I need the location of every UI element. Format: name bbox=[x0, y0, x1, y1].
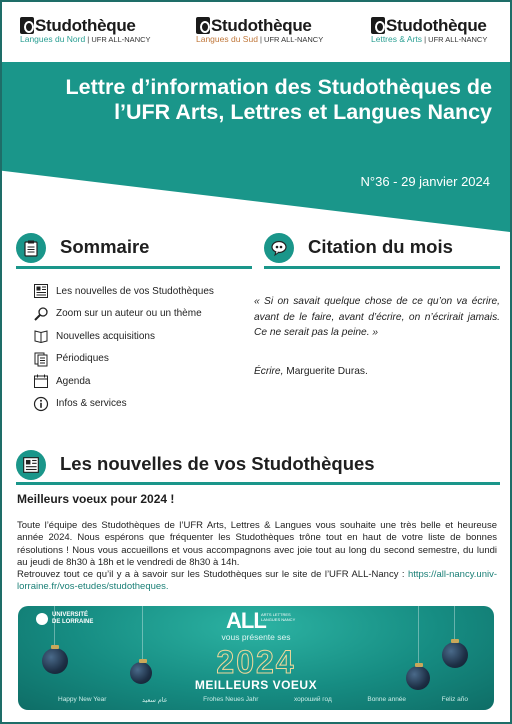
news-header bbox=[16, 450, 500, 484]
toc-item-infos[interactable] bbox=[32, 393, 247, 416]
quote-author: Marguerite Duras. bbox=[283, 366, 368, 377]
quote-book: Écrire, bbox=[254, 366, 284, 377]
news-divider bbox=[16, 482, 500, 485]
greeting-language: Happy New Year bbox=[58, 696, 107, 703]
card-presents: vous présente ses bbox=[221, 632, 291, 642]
all-logo: ALL bbox=[226, 608, 266, 633]
news-paragraph-link bbox=[17, 569, 497, 594]
info-icon bbox=[32, 396, 50, 412]
greeting-card-image bbox=[18, 606, 494, 710]
logo-name: Studothèque bbox=[386, 16, 487, 35]
logo-ufr: UFR ALL-NANCY bbox=[264, 35, 324, 44]
logo-langues-du-nord[interactable]: Studothèque Langues du Nord | UFR ALL-NANCY bbox=[20, 16, 151, 44]
toc-item-label: Nouvelles acquisitions bbox=[56, 330, 155, 342]
newspaper-icon bbox=[16, 450, 46, 480]
toc-item-acquisitions[interactable] bbox=[32, 325, 247, 348]
toc-item-periodiques[interactable] bbox=[32, 348, 247, 371]
quote-source bbox=[254, 366, 368, 377]
citation-header bbox=[264, 233, 500, 267]
toc-item-agenda[interactable] bbox=[32, 370, 247, 393]
greeting-language: عام سعيد bbox=[141, 697, 168, 704]
card-wishes: MEILLEURS VOEUX bbox=[194, 678, 318, 692]
newsletter-title: Lettre d’information des Studothèques de l’UFR Arts, Lettres et Langues Nancy bbox=[65, 75, 492, 124]
logo-lang: Langues du Nord bbox=[20, 34, 86, 44]
ornament-icon bbox=[130, 662, 152, 684]
sommaire-list bbox=[32, 280, 247, 415]
stacked-magazines-icon bbox=[32, 351, 50, 367]
logo-name: Studothèque bbox=[211, 16, 312, 35]
citation-divider bbox=[264, 266, 500, 269]
clipboard-icon bbox=[16, 233, 46, 263]
university-name: UNIVERSITÉ DE LORRAINE bbox=[52, 612, 94, 625]
newspaper-icon bbox=[32, 283, 50, 299]
logo-ufr: UFR ALL-NANCY bbox=[428, 35, 488, 44]
studotheque-logo-icon bbox=[20, 17, 34, 34]
studotheque-logo-icon bbox=[371, 17, 385, 34]
logo-langues-du-sud[interactable]: Studothèque Langues du Sud | UFR ALL-NANCY bbox=[196, 16, 324, 44]
university-logo-icon bbox=[36, 613, 48, 625]
sommaire-title: Sommaire bbox=[60, 236, 150, 257]
news-paragraph: Toute l’équipe des Studothèques de l’UFR Arts, Lettres & Langues vous souhaite une très belle et heureuse année 2024. Nous espérons que fréquenter les Studothèques trône tout en haut de votre liste de bonnes résolutions ! Nous vous accueillons et vous accompagnons avec joie tout au long du second semestre, du lundi au jeudi de 8h30 à 18h et le vendredi de 8h30 à 14h. bbox=[17, 520, 497, 568]
greeting-language: Frohes Neues Jahr bbox=[203, 696, 259, 703]
greeting-language: Feliz año bbox=[441, 696, 468, 703]
studotheques-link[interactable]: https://all-nancy.univ-lorraine.fr/vos-etudes/studotheques. bbox=[17, 569, 497, 593]
header-logos bbox=[16, 16, 500, 56]
toc-item-label: Zoom sur un auteur ou un thème bbox=[56, 308, 202, 320]
calendar-icon bbox=[32, 373, 50, 389]
university-logo bbox=[36, 612, 96, 626]
greeting-languages bbox=[58, 696, 468, 704]
citation-title: Citation du mois bbox=[308, 236, 453, 257]
news-headline: Meilleurs voeux pour 2024 ! bbox=[17, 492, 175, 506]
ornament-icon bbox=[406, 666, 430, 690]
news-paragraph-text: Retrouvez tout ce qu’il y a à savoir sur les Studothèques sur le site de l’UFR ALL-Nancy : bbox=[17, 569, 408, 581]
toc-item-zoom[interactable] bbox=[32, 303, 247, 326]
sommaire-divider bbox=[16, 266, 252, 269]
greeting-language: хороший год bbox=[294, 696, 332, 703]
all-logo-subtitle: ARTS LETTRES LANGUES NANCY bbox=[261, 612, 296, 622]
logo-name: Studothèque bbox=[35, 16, 136, 35]
toc-item-label: Infos & services bbox=[56, 398, 127, 410]
toc-item-label: Périodiques bbox=[56, 353, 109, 365]
toc-item-label: Agenda bbox=[56, 375, 91, 387]
quote-text: « Si on savait quelque chose de ce qu’on va écrire, avant de le faire, avant d’écrire, on n’écrirait jamais. Ce ne serait pas la peine. » bbox=[254, 296, 500, 338]
logo-lang: Lettres & Arts bbox=[371, 34, 423, 44]
sommaire-header bbox=[16, 233, 252, 267]
ornament-icon bbox=[42, 648, 68, 674]
logo-ufr: UFR ALL-NANCY bbox=[91, 35, 151, 44]
news-section-title: Les nouvelles de vos Studothèques bbox=[60, 453, 375, 474]
book-icon bbox=[32, 328, 50, 344]
logo-lettres-arts[interactable]: Studothèque Lettres & Arts | UFR ALL-NANCY bbox=[371, 16, 488, 44]
speech-bubble-icon bbox=[264, 233, 294, 263]
news-body bbox=[17, 520, 497, 594]
card-year: 2024 bbox=[216, 644, 296, 680]
ornament-icon bbox=[442, 642, 468, 668]
magnifier-icon bbox=[32, 306, 50, 322]
greeting-language: Bonne année bbox=[367, 696, 407, 703]
toc-item-nouvelles[interactable] bbox=[32, 280, 247, 303]
studotheque-logo-icon bbox=[196, 17, 210, 34]
logo-lang: Langues du Sud bbox=[196, 34, 258, 44]
issue-number-date: N°36 - 29 janvier 2024 bbox=[360, 174, 490, 189]
toc-item-label: Les nouvelles de vos Studothèques bbox=[56, 285, 214, 297]
